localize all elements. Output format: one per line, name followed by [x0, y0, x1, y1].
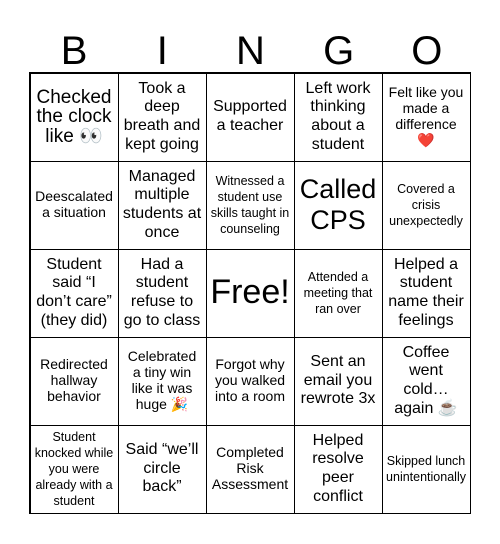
bingo-cell[interactable] — [30, 161, 119, 250]
bingo-cell[interactable] — [206, 337, 295, 426]
cell-label: Checked the clock like 👀 — [36, 86, 112, 147]
cell-label: Helped resolve peer conflict — [312, 431, 364, 505]
cell-label: Student said “I don’t care” (they did) — [36, 255, 112, 329]
header-letter-g: G — [323, 29, 355, 73]
bingo-cell[interactable] — [294, 73, 383, 162]
cell-label: Deescalated a situation — [35, 188, 113, 220]
cell-label: Celebrated a tiny win like it was huge 🎉 — [127, 348, 197, 412]
header-letter-i: I — [156, 29, 168, 73]
bingo-board — [29, 72, 471, 514]
bingo-cell[interactable] — [118, 337, 207, 426]
bingo-cell[interactable] — [294, 425, 383, 514]
bingo-cell[interactable] — [294, 161, 383, 250]
bingo-cell[interactable] — [382, 337, 471, 426]
bingo-cell[interactable] — [30, 337, 119, 426]
cell-label: Student knocked while you were already with a student — [34, 430, 114, 508]
bingo-cell[interactable] — [118, 73, 207, 162]
cell-label: Forgot why you walked into a room — [214, 356, 286, 404]
bingo-cell[interactable] — [30, 425, 119, 514]
bingo-cell[interactable] — [30, 73, 119, 162]
bingo-header — [30, 30, 471, 72]
bingo-cell[interactable] — [118, 161, 207, 250]
cell-label: Managed multiple students at once — [122, 167, 202, 241]
bingo-cell[interactable] — [294, 249, 383, 338]
cell-label: Had a student refuse to go to class — [123, 255, 201, 329]
bingo-cell[interactable] — [382, 425, 471, 514]
cell-label: Called CPS — [299, 173, 377, 235]
bingo-cell[interactable] — [206, 73, 295, 162]
cell-label: Skipped lunch unintentionally — [386, 454, 466, 484]
bingo-cell[interactable] — [382, 161, 471, 250]
cell-label: Free! — [210, 273, 290, 312]
bingo-cell[interactable] — [294, 337, 383, 426]
header-letter-n: N — [236, 29, 265, 73]
free-space-cell[interactable] — [206, 249, 295, 338]
cell-label: Sent an email you rewrote 3x — [300, 352, 376, 408]
header-letter-o: O — [411, 29, 443, 73]
cell-label: Felt like you made a difference ❤️ — [388, 84, 464, 148]
cell-label: Attended a meeting that ran over — [303, 270, 373, 316]
cell-label: Said “we’ll circle back” — [125, 440, 199, 496]
bingo-cell[interactable] — [30, 249, 119, 338]
cell-label: Took a deep breath and kept going — [123, 79, 201, 153]
bingo-cell[interactable] — [206, 161, 295, 250]
bingo-cell[interactable] — [118, 249, 207, 338]
cell-label: Covered a crisis unexpectedly — [389, 182, 463, 228]
cell-label: Redirected hallway behavior — [40, 356, 108, 404]
cell-label: Helped a student name their feelings — [388, 255, 464, 329]
header-letter-b: B — [60, 29, 88, 73]
cell-label: Witnessed a student use skills taught in counseling — [210, 174, 290, 236]
cell-label: Completed Risk Assessment — [211, 444, 289, 492]
bingo-cell[interactable] — [382, 73, 471, 162]
cell-label: Left work thinking about a student — [305, 79, 371, 153]
bingo-cell[interactable] — [382, 249, 471, 338]
cell-label: Coffee went cold… again ☕ — [394, 343, 458, 417]
bingo-cell[interactable] — [206, 425, 295, 514]
cell-label: Supported a teacher — [213, 98, 287, 134]
bingo-cell[interactable] — [118, 425, 207, 514]
